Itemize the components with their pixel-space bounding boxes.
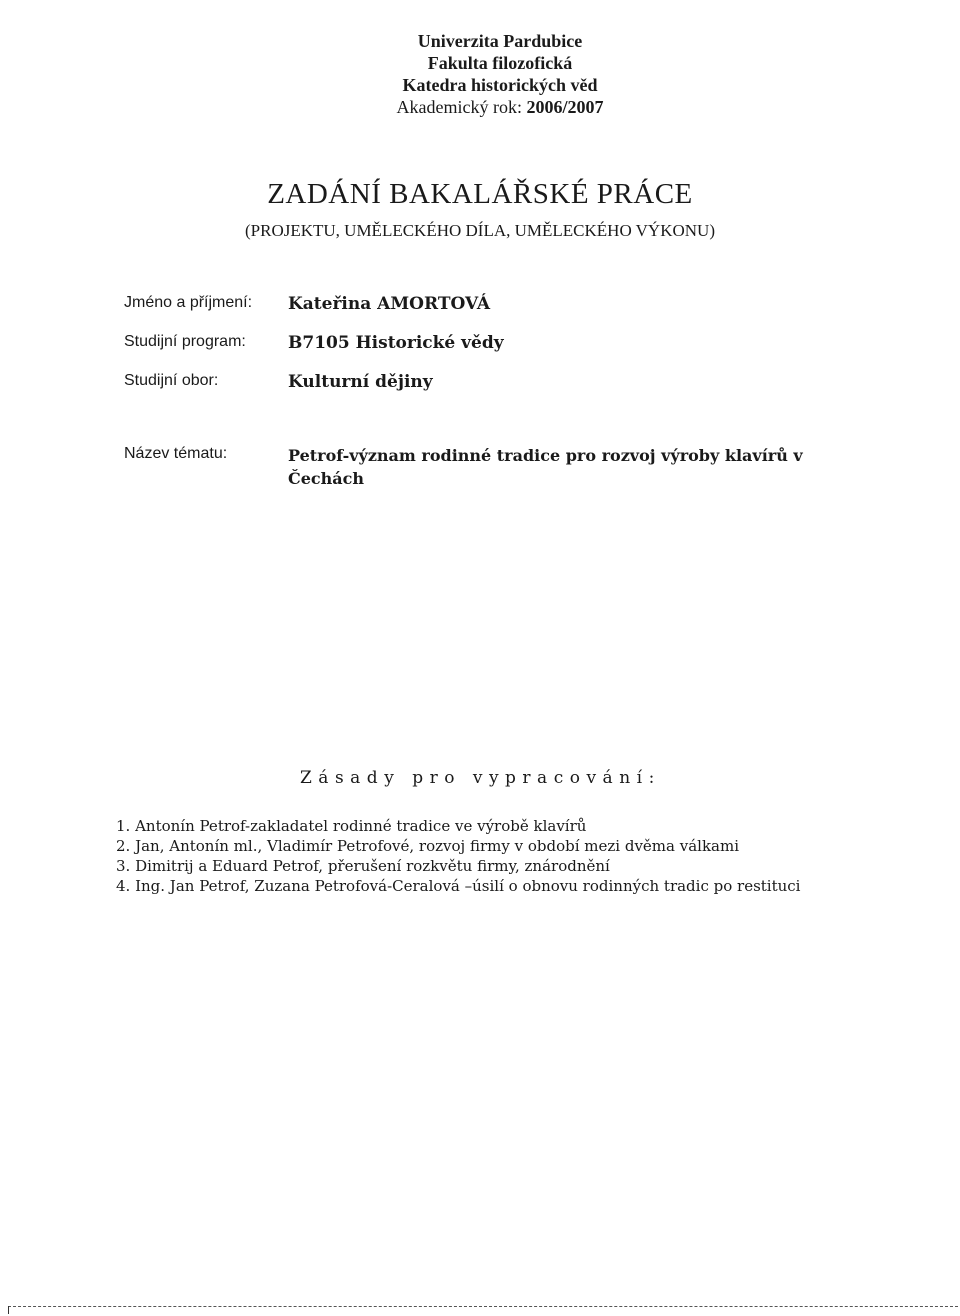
principles-heading: Zásady pro vypracování: bbox=[300, 768, 661, 788]
footer-scan-rule bbox=[8, 1306, 958, 1307]
principles-list bbox=[116, 816, 876, 896]
list-item: 2. Jan, Antonín ml., Vladimír Petrofové, rozvoj firmy v období mezi dvěma válkami bbox=[116, 837, 739, 855]
program-label: Studijní program: bbox=[124, 333, 246, 350]
document-header bbox=[340, 30, 660, 118]
field-of-study-value: Kulturní dějiny bbox=[288, 372, 433, 392]
name-value bbox=[288, 294, 490, 314]
academic-year-label: Akademický rok: bbox=[396, 97, 522, 117]
academic-year bbox=[340, 96, 660, 118]
university-name: Univerzita Pardubice bbox=[417, 31, 583, 51]
list-item: 1. Antonín Petrof-zakladatel rodinné tradice ve výrobě klavírů bbox=[116, 817, 587, 835]
document-title: ZADÁNÍ BAKALÁŘSKÉ PRÁCE bbox=[267, 178, 693, 210]
list-item: 4. Ing. Jan Petrof, Zuzana Petrofová-Ceralová –úsilí o obnovu rodinných tradic po restituci bbox=[116, 877, 801, 895]
field-of-study-label: Studijní obor: bbox=[124, 372, 219, 389]
name-label: Jméno a příjmení: bbox=[124, 294, 253, 311]
topic-label: Název tématu: bbox=[124, 445, 228, 462]
topic-value: Petrof-význam rodinné tradice pro rozvoj výroby klavírů v Čechách bbox=[288, 446, 803, 488]
footer-scan-tick bbox=[8, 1306, 9, 1314]
faculty-name: Fakulta filozofická bbox=[427, 53, 573, 73]
academic-year-value: 2006/2007 bbox=[526, 97, 604, 117]
document-subtitle: (PROJEKTU, UMĚLECKÉHO DÍLA, UMĚLECKÉHO VÝKONU) bbox=[245, 221, 715, 240]
list-item: 3. Dimitrij a Eduard Petrof, přerušení rozkvětu firmy, znárodnění bbox=[116, 857, 610, 875]
name-value-text: Kateřina AMORTOVÁ bbox=[288, 294, 491, 314]
program-value: B7105 Historické vědy bbox=[288, 333, 504, 353]
department-name: Katedra historických věd bbox=[402, 75, 598, 95]
